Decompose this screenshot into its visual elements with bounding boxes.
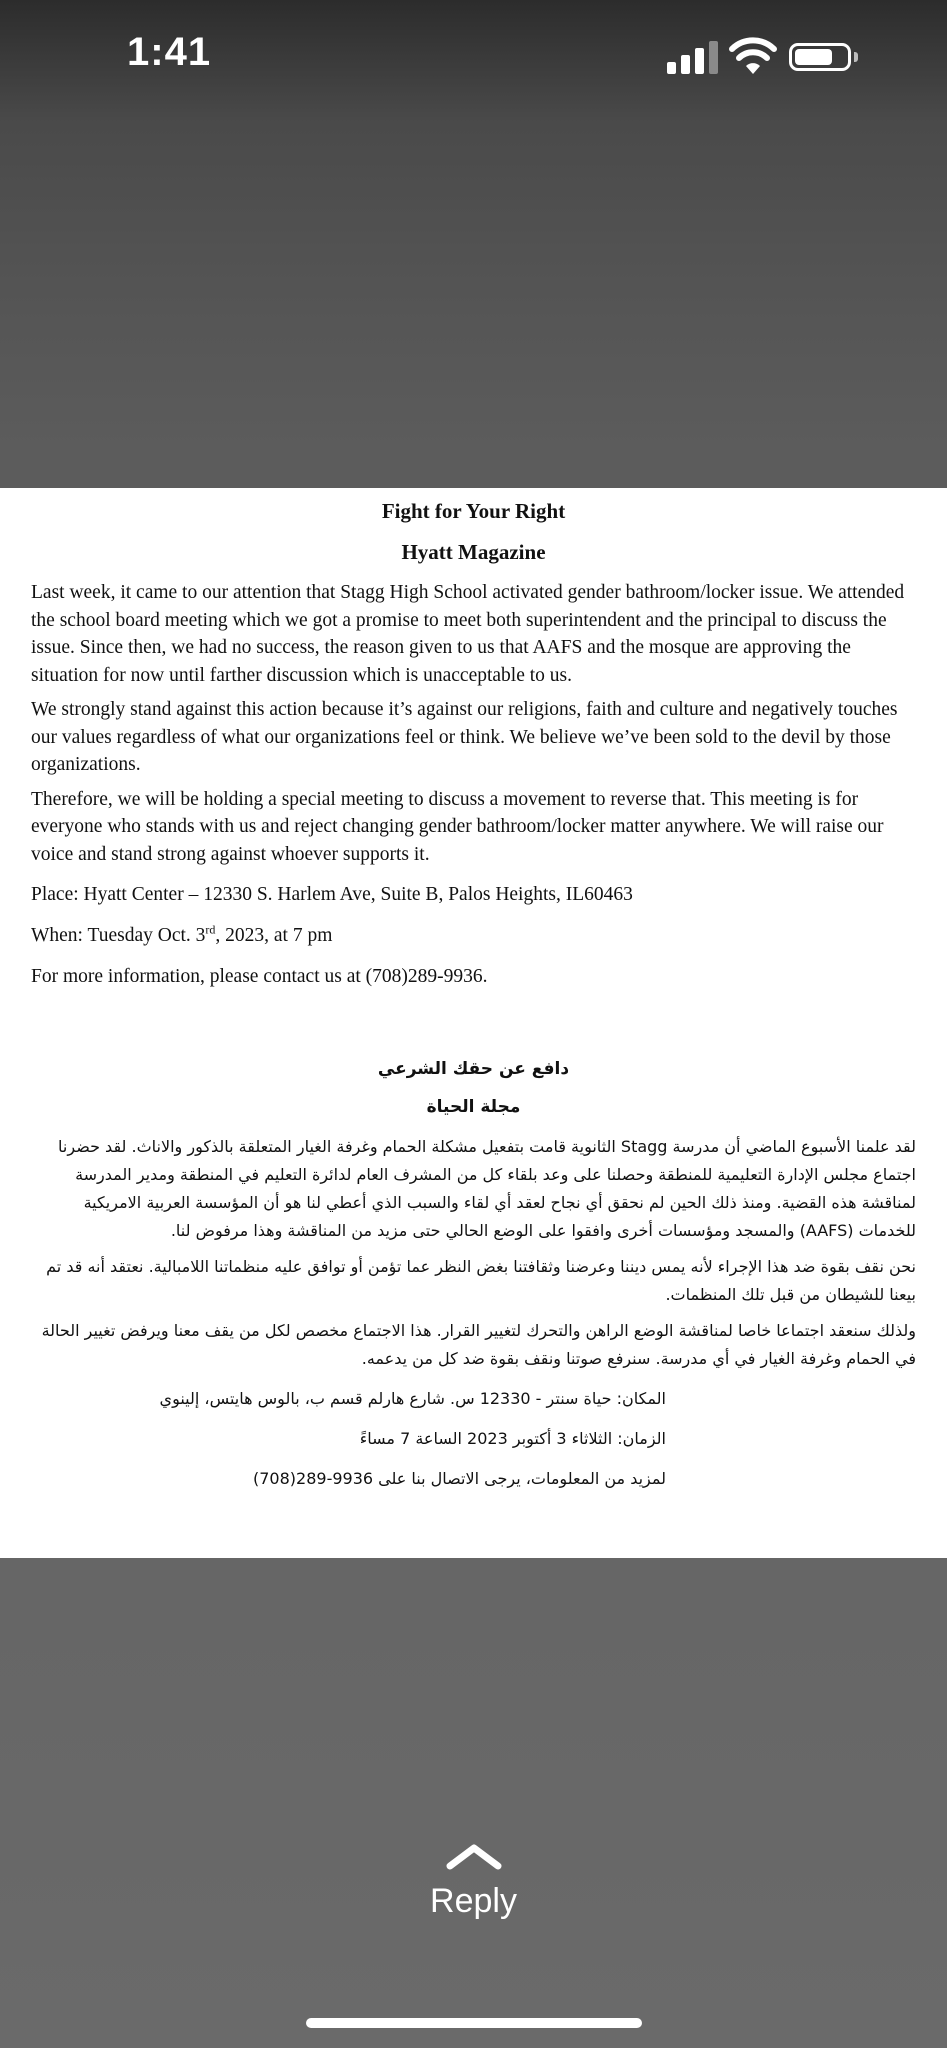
en-paragraph: We strongly stand against this action because it’s against our religions, faith and culture and negatively touches our values regardless of what our organizations feel or think. We believe we’ve been sold to the devil by those organizations.	[31, 699, 898, 775]
ar-subtitle: مجلة الحياة	[426, 1097, 521, 1117]
ar-place: المكان: حياة سنتر - 12330 س. شارع هارلم قسم ب، بالوس هايتس، إلينوي	[159, 1389, 666, 1408]
doc-subtitle: Hyatt Magazine	[401, 540, 546, 564]
en-place: Place: Hyatt Center – 12330 S. Harlem Ave, Suite B, Palos Heights, IL60463	[31, 884, 633, 905]
doc-title: Fight for Your Right	[381, 499, 566, 523]
en-when-suffix: , 2023, at 7 pm	[215, 925, 333, 946]
reply-label: Reply	[430, 1882, 517, 1920]
battery-icon	[789, 43, 851, 71]
home-indicator[interactable]	[306, 2018, 642, 2028]
ar-title: دافع عن حقك الشرعي	[377, 1059, 570, 1079]
ar-paragraph: لقد علمنا الأسبوع الماضي أن مدرسة Stagg الثانوية قامت بتفعيل مشكلة الحمام وغرفة الغيار المتعلقة بالذكور والاناث. لقد حضرنا اجتماع مجلس الإدارة التعليمية للمنطقة وحصلنا على وعد بلقاء كل من المشرف العام لدائرة التعليم في المنطقة ومدير المدرسة لمناقشة هذه القضية. ومنذ ذلك الحين لم نحقق أي نجاح لعقد أي لقاء والسبب الذي أعطي لنا هو أن المؤسسة العربية الامريكية للخدمات (AAFS) والمسجد ومؤسسات أخرى وافقوا على الوضع الحالي حتى مزيد من المناقشة وهذا مرفوض لنا.	[58, 1137, 916, 1240]
en-contact: For more information, please contact us at (708)289-9936.	[31, 966, 488, 987]
en-paragraph: Therefore, we will be holding a special meeting to discuss a movement to reverse that. This meeting is for everyone who stands with us and reject changing gender bathroom/locker matter anywhere. We will raise our voice and stand strong against whoever supports it.	[31, 788, 884, 865]
en-paragraph: Last week, it came to our attention that Stagg High School activated gender bathroom/locker issue. We attended the school board meeting which we got a promise to meet both superintendent and the principal to discuss the issue. Since then, we had no success, the reason given to us that AAFS and the mosque are approving the situation for now until farther discussion which is unacceptable to us.	[31, 582, 905, 686]
status-bar	[0, 0, 947, 110]
arabic-section	[31, 1055, 916, 1493]
wifi-icon	[729, 36, 777, 76]
ar-paragraph: ولذلك سنعقد اجتماعا خاصا لمناقشة الوضع الراهن والتحرك لتغيير القرار. هذا الاجتماع مخصص لكل من يقف معنا ويرفض تغيير الحالة في الحمام وغرفة الغيار في أي مدرسة. سنرفع صوتنا ونقف بقوة ضد كل من يدعمه.	[41, 1321, 916, 1368]
ar-when: الزمان: الثلاثاء 3 أكتوبر 2023 الساعة 7 مساءً	[359, 1429, 666, 1448]
status-icons	[667, 40, 877, 76]
reply-button[interactable]	[0, 1840, 947, 1921]
status-time: 1:41	[127, 30, 212, 74]
chevron-up-icon	[444, 1840, 504, 1870]
en-when	[31, 922, 916, 950]
ar-contact: لمزيد من المعلومات، يرجى الاتصال بنا على 9936-289(708)	[252, 1469, 666, 1488]
flyer-document	[0, 488, 947, 1558]
en-when-sup: rd	[205, 922, 216, 937]
en-when-prefix: When: Tuesday Oct. 3	[31, 925, 206, 946]
ar-paragraph: نحن نقف بقوة ضد هذا الإجراء لأنه يمس ديننا وعرضنا وثقافتنا بغض النظر عما تؤمن أو توافق عليه منظماتنا اللامبالية. نعتقد أنه قد تم بيعنا للشيطان من قبل تلك المنظمات.	[46, 1257, 916, 1304]
battery-nub	[854, 52, 858, 62]
cellular-signal-icon	[667, 40, 719, 74]
